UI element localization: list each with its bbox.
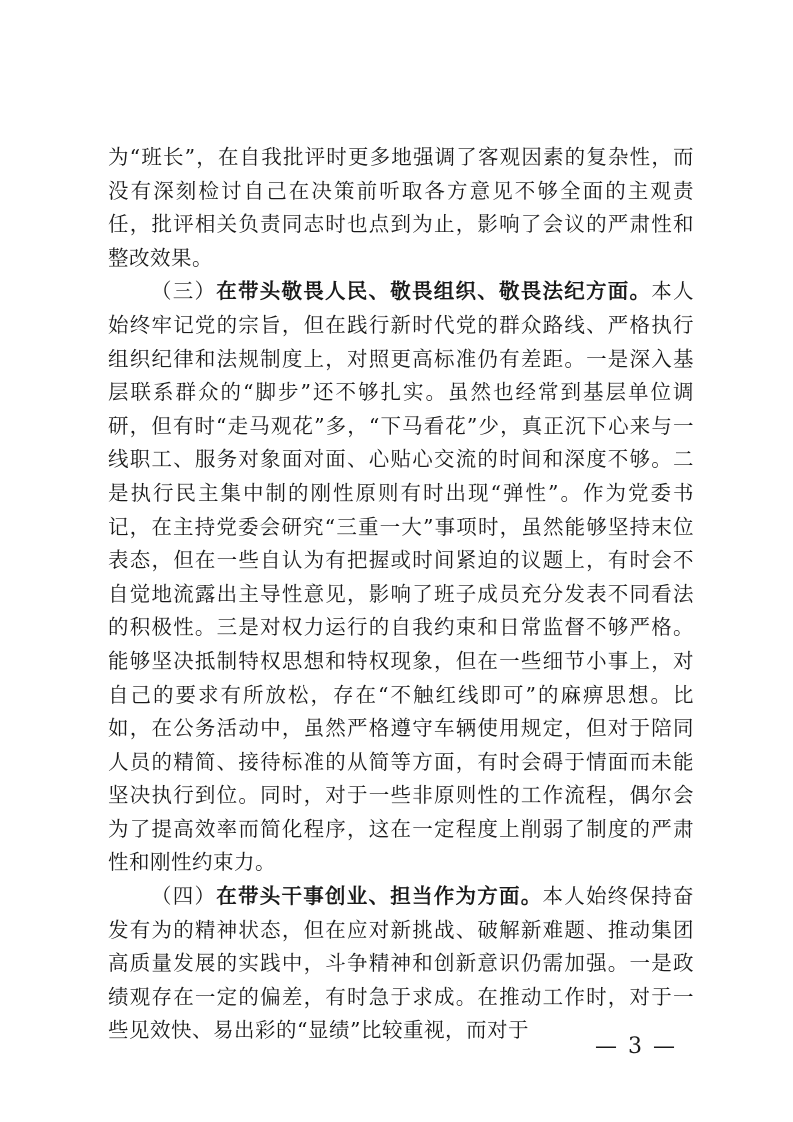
section-heading: 在带头干事创业、担当作为方面。 bbox=[216, 884, 543, 909]
paragraph-text: 本人始终牢记党的宗旨，但在践行新时代党的群众路线、严格执行组织纪律和法规制度上，对照更高标准仍有差距。一是深入基层联系群众的“脚步”还不够扎实。虽然也经常到基层单位调研，但有时“走马观花”多，“下马看花”少，真正沉下心来与一线职工、服务对象面对面、心贴心交流的时间和深度不够。二是执行民主集中制的刚性原则有时出现“弹性”。作为党委书记，在主持党委会研究“三重一大”事项时，虽然能够坚持末位表态，但在一些自认为有把握或时间紧迫的议题上，有时会不自觉地流露出主导性意见，影响了班子成员充分发表不同看法的积极性。三是对权力运行的自我约束和日常监督不够严格。能够坚决抵制特权思想和特权现象，但在一些细节小事上，对自己的要求有所放松，存在“不触红线即可”的麻痹思想。比如，在公务活动中，虽然严格遵守车辆使用规定，但对于陪同人员的精简、接待标准的从简等方面，有时会碍于情面而未能坚决执行到位。同时，对于一些非原则性的工作流程，偶尔会为了提高效率而简化程序，这在一定程度上削弱了制度的严肃性和刚性约束力。 bbox=[108, 279, 695, 875]
document-body bbox=[108, 141, 694, 1048]
paragraph-continued bbox=[108, 141, 694, 275]
page-number: — 3 — bbox=[595, 1034, 677, 1059]
paragraph-text: 为“班长”，在自我批评时更多地强调了客观因素的复杂性，而没有深刻检讨自己在决策前听取各方意见不够全面的主观责任，批评相关负责同志时也点到为止，影响了会议的严肃性和整改效果。 bbox=[108, 145, 694, 270]
section-prefix: （三） bbox=[151, 279, 217, 304]
paragraph-text: 本人始终保持奋发有为的精神状态，但在应对新挑战、破解新难题、推动集团高质量发展的实践中，斗争精神和创新意识仍需加强。一是政绩观存在一定的偏差，有时急于求成。在推动工作时，对于一些见效快、易出彩的“显绩”比较重视，而对于 bbox=[108, 884, 695, 1043]
paragraph-section-4 bbox=[108, 880, 694, 1048]
section-prefix: （四） bbox=[151, 884, 217, 909]
paragraph-section-3 bbox=[108, 275, 694, 880]
section-heading: 在带头敬畏人民、敬畏组织、敬畏法纪方面。 bbox=[216, 279, 652, 304]
